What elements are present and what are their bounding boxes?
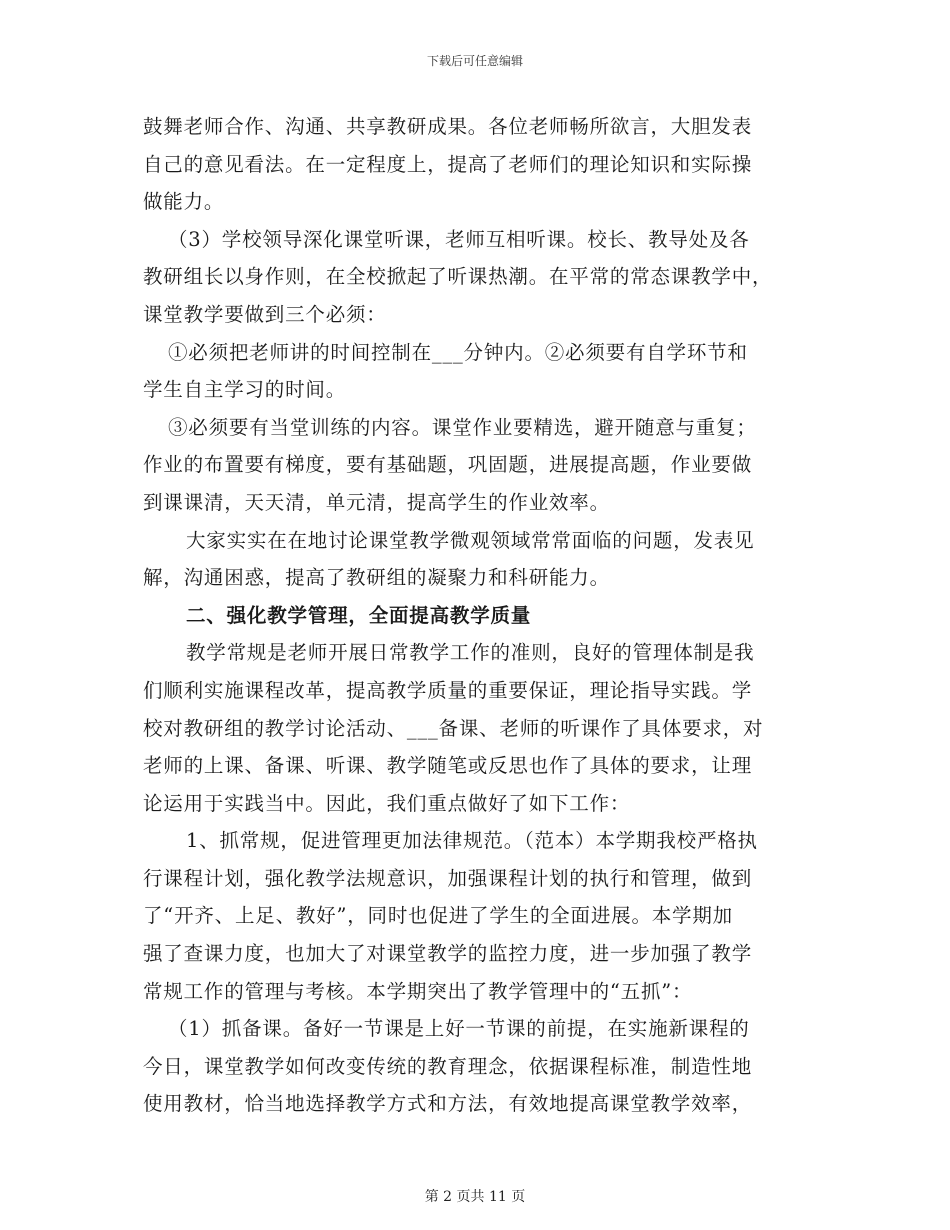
text-line: 常规工作的管理与考核。本学期突出了教学管理中的“五抓”： xyxy=(143,979,693,1003)
text-line: 做能力。 xyxy=(143,190,225,214)
text-line: 学生自主学习的时间。 xyxy=(143,378,347,402)
text-line: 自己的意见看法。在一定程度上，提高了老师们的理论知识和实际操 xyxy=(143,152,753,176)
text-line: 教学常规是老师开展日常教学工作的准则，良好的管理体制是我 xyxy=(186,641,755,665)
text-line: 到课课清，天天清，单元清，提高学生的作业效率。 xyxy=(143,490,610,514)
text-line: 作业的布置要有梯度，要有基础题，巩固题，进展提高题，作业要做 xyxy=(143,453,753,477)
text-line: 使用教材，恰当地选择教学方式和方法，有效地提高课堂教学效率， xyxy=(143,1092,753,1116)
text-line: 鼓舞老师合作、沟通、共享教研成果。各位老师畅所欲言，大胆发表 xyxy=(143,115,753,138)
text-line: 了“开齐、上足、教好”，同时也促进了学生的全面进展。本学期加 xyxy=(143,904,733,928)
section-heading: 二、强化教学管理，全面提高教学质量 xyxy=(186,603,532,627)
text-line: 解，沟通困惑，提高了教研组的凝聚力和科研能力。 xyxy=(143,566,610,590)
page-number: 第 2 页共 11 页 xyxy=(424,1189,526,1205)
text-line: 教研组长以身作则，在全校掀起了听课热潮。在平常的常态课教学中， xyxy=(143,265,773,289)
document-body xyxy=(143,108,815,1123)
text-line: 校对教研组的教学讨论活动、___备课、老师的听课作了具体要求，对 xyxy=(143,716,764,740)
page-header: 下载后可任意编辑 xyxy=(426,54,523,68)
text-line: ①必须把老师讲的时间控制在___分钟内。②必须要有自学环节和 xyxy=(168,340,748,364)
text-line: 强了查课力度，也加大了对课堂教学的监控力度，进一步加强了教学 xyxy=(143,942,753,966)
text-line: （1）抓备课。备好一节课是上好一节课的前提，在实施新课程的 xyxy=(168,1017,750,1041)
text-line: 课堂教学要做到三个必须： xyxy=(143,302,387,326)
text-line: 老师的上课、备课、听课、教学随笔或反思也作了具体的要求，让理 xyxy=(143,754,753,778)
text-line: 论运用于实践当中。因此，我们重点做好了如下工作： xyxy=(143,791,631,815)
text-line: ③必须要有当堂训练的内容。课堂作业要精选，避开随意与重复； xyxy=(168,415,757,439)
text-line: 今日，课堂教学如何改变传统的教育理念，依据课程标准，制造性地 xyxy=(143,1054,753,1078)
text-line: 1、抓常规，促进管理更加法律规范。（范本）本学期我校严格执 xyxy=(186,829,758,853)
text-line: 行课程计划，强化教学法规意识，加强课程计划的执行和管理，做到 xyxy=(143,866,753,890)
text-line: 们顺利实施课程改革，提高教学质量的重要保证，理论指导实践。学 xyxy=(143,678,753,702)
text-line: 大家实实在在地讨论课堂教学微观领域常常面临的问题，发表见 xyxy=(186,528,755,552)
text-line: （3）学校领导深化课堂听课，老师互相听课。校长、教导处及各 xyxy=(168,227,750,251)
